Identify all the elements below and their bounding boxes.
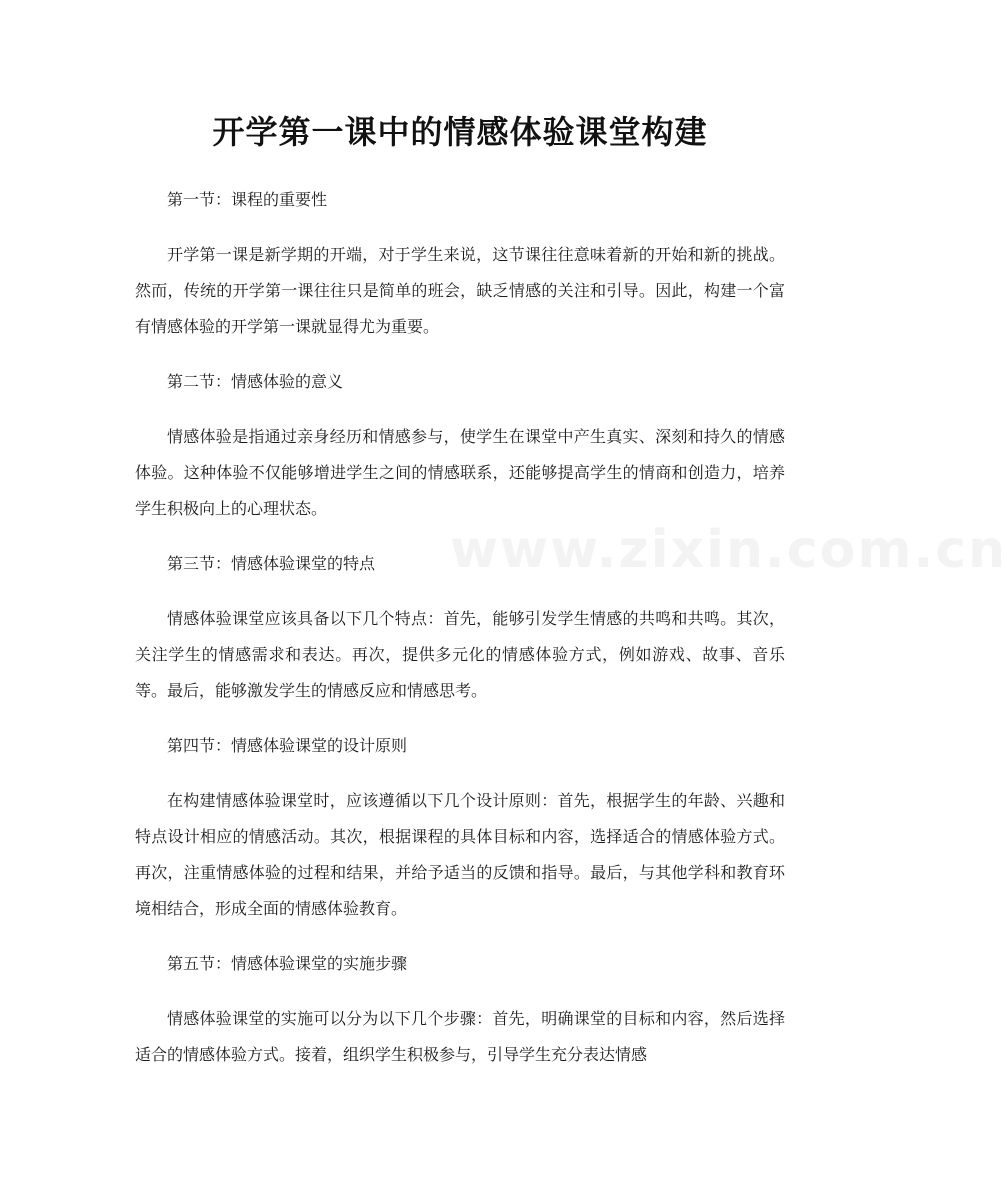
section-heading: 第一节：课程的重要性 bbox=[167, 190, 328, 209]
section-heading: 第三节：情感体验课堂的特点 bbox=[167, 554, 376, 573]
watermark: www.zixin.com.cn bbox=[450, 520, 1007, 580]
section-paragraph: 开学第一课是新学期的开端，对于学生来说，这节课往往意味着新的开始和新的挑战。然而，传统的开学第一课往往只是简单的班会，缺乏情感的关注和引导。因此，构建一个富有情感体验的开学第一课就显得尤为重要。 bbox=[135, 245, 785, 336]
section-heading: 第二节：情感体验的意义 bbox=[167, 372, 344, 391]
section-heading: 第四节：情感体验课堂的设计原则 bbox=[167, 736, 408, 755]
section-paragraph: 在构建情感体验课堂时，应该遵循以下几个设计原则：首先，根据学生的年龄、兴趣和特点设计相应的情感活动。其次，根据课程的具体目标和内容，选择适合的情感体验方式。再次，注重情感体验的过程和结果，并给予适当的反馈和指导。最后，与其他学科和教育环境相结合，形成全面的情感体验教育。 bbox=[135, 791, 785, 918]
document-body bbox=[135, 182, 785, 1092]
section-paragraph: 情感体验课堂应该具备以下几个特点：首先，能够引发学生情感的共鸣和共鸣。其次，关注学生的情感需求和表达。再次，提供多元化的情感体验方式，例如游戏、故事、音乐等。最后，能够激发学生的情感反应和情感思考。 bbox=[135, 609, 785, 700]
document-title: 开学第一课中的情感体验课堂构建 bbox=[212, 113, 708, 151]
section-heading: 第五节：情感体验课堂的实施步骤 bbox=[167, 954, 408, 973]
section-paragraph: 情感体验课堂的实施可以分为以下几个步骤：首先，明确课堂的目标和内容，然后选择适合的情感体验方式。接着，组织学生积极参与，引导学生充分表达情感 bbox=[135, 1009, 785, 1064]
section-paragraph: 情感体验是指通过亲身经历和情感参与，使学生在课堂中产生真实、深刻和持久的情感体验。这种体验不仅能够增进学生之间的情感联系，还能够提高学生的情商和创造力，培养学生积极向上的心理状态。 bbox=[135, 427, 785, 518]
